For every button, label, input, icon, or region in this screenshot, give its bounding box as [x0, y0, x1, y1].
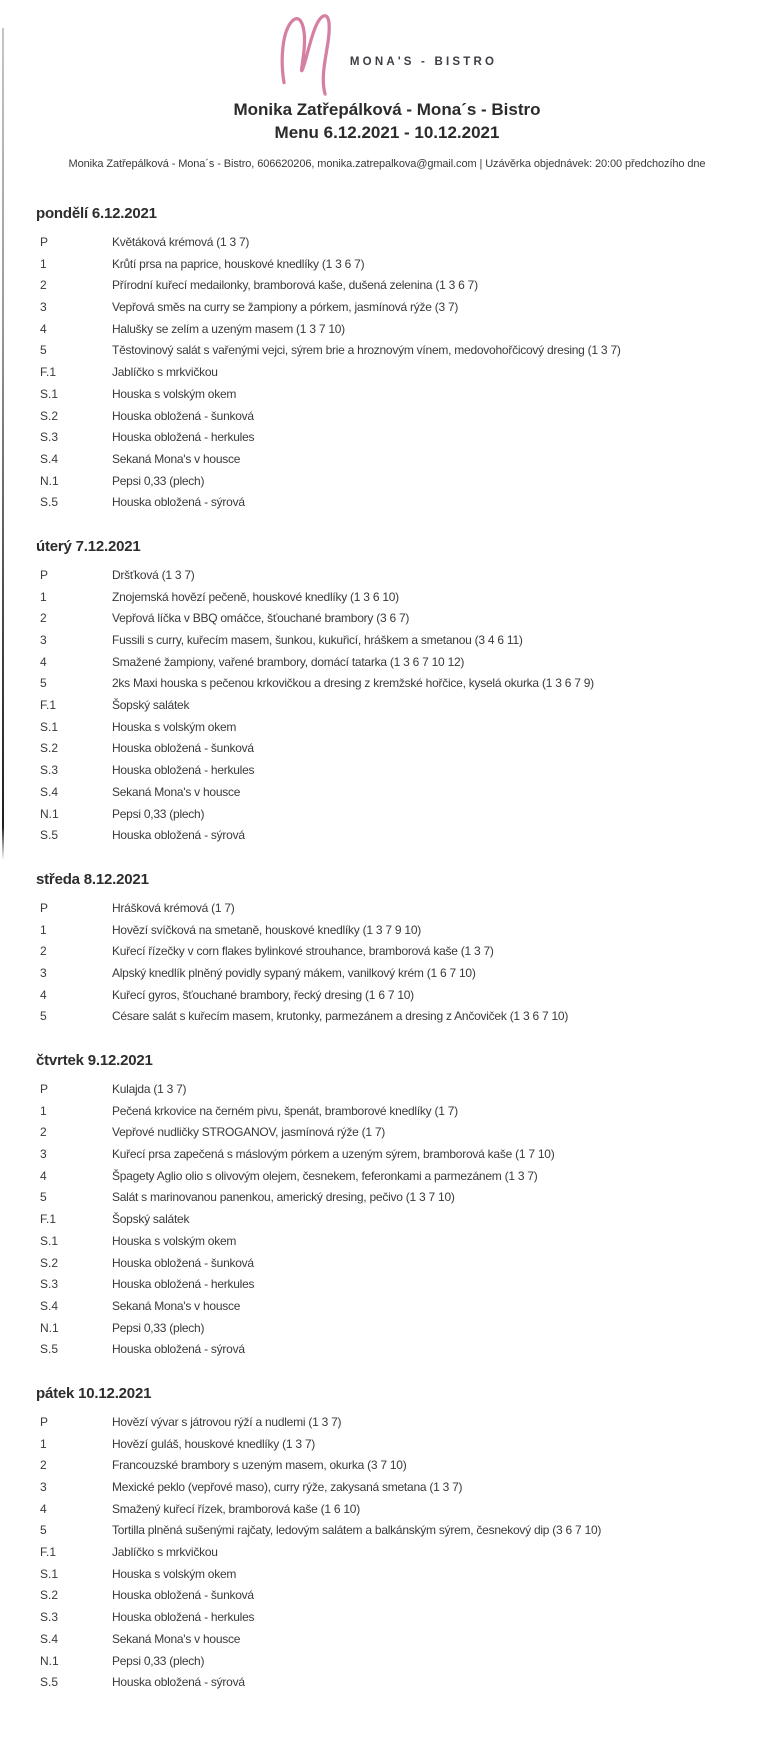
item-text: Houska obložená - šunková	[112, 1588, 254, 1603]
item-code: 3	[40, 633, 47, 647]
item-text: Těstovinový salát s vařenými vejci, sýrem brie a hroznovým vínem, medovohořčicový dresing (1 3 7)	[112, 343, 621, 358]
item-text: Kulajda (1 3 7)	[112, 1082, 187, 1096]
day-rows	[0, 235, 774, 517]
item-code: N.1	[40, 473, 59, 488]
menu-row	[0, 944, 774, 966]
item-text: Hrášková krémová (1 7)	[112, 900, 235, 915]
item-text: Dršťková (1 3 7)	[112, 567, 195, 582]
item-text: Jablíčko s mrkvičkou	[112, 365, 218, 380]
item-code: S.2	[40, 408, 59, 423]
item-code: S.5	[40, 1342, 59, 1357]
menu-row	[0, 568, 774, 590]
menu-row	[0, 1009, 774, 1031]
item-code: 1	[40, 922, 47, 937]
item-code: 4	[40, 987, 47, 1002]
item-text: Houska obložená - šunková	[112, 741, 254, 756]
item-code: P	[40, 900, 49, 915]
item-text: Sekaná Mona's v housce	[112, 784, 241, 799]
item-code: 1	[40, 256, 47, 271]
item-code: S.2	[40, 1255, 59, 1270]
item-text: Francouzské brambory s uzeným masem, okurka (3 7 10)	[112, 1458, 407, 1473]
menu-row	[0, 300, 774, 322]
item-text: Houska obložená - herkules	[112, 763, 255, 778]
item-code: S.2	[40, 741, 59, 756]
item-text: Houska s volským okem	[112, 1566, 237, 1581]
item-text: Houska obložená - herkules	[112, 1277, 255, 1292]
menu-row	[0, 807, 774, 829]
item-text: Fussili s curry, kuřecím masem, šunkou, kukuřicí, hráškem a smetanou (3 4 6 11)	[112, 633, 523, 647]
item-code: 4	[40, 654, 47, 669]
item-code: S.3	[40, 1277, 59, 1292]
item-code: 2	[40, 611, 47, 626]
item-code: 3	[40, 1480, 47, 1494]
menu-row	[0, 257, 774, 279]
item-text: Houska s volským okem	[112, 719, 237, 734]
item-code: F.1	[40, 1212, 57, 1227]
day-section	[0, 205, 774, 517]
item-code: F.1	[40, 698, 57, 713]
menu-row	[0, 1458, 774, 1480]
day-rows	[0, 1082, 774, 1364]
item-code: 1	[40, 589, 47, 604]
page-subtitle: Menu 6.12.2021 - 10.12.2021	[274, 123, 500, 142]
menu-row	[0, 278, 774, 300]
item-code: S.3	[40, 430, 59, 445]
day-title: čtvrtek 9.12.2021	[36, 1052, 153, 1069]
menu-row	[0, 1125, 774, 1147]
menu-row	[0, 1675, 774, 1697]
day-rows	[0, 568, 774, 850]
menu-row	[0, 611, 774, 633]
item-text: Salát s marinovanou panenkou, americký dresing, pečivo (1 3 7 10)	[112, 1190, 455, 1205]
item-text: Špagety Aglio olio s olivovým olejem, česnekem, feferonkami a parmezánem (1 3 7)	[112, 1168, 538, 1183]
menu-row	[0, 495, 774, 517]
item-text: Přírodní kuřecí medailonky, bramborová kaše, dušená zelenina (1 3 6 7)	[112, 278, 478, 293]
item-text: Kuřecí prsa zapečená s máslovým pórkem a uzeným sýrem, bramborová kaše (1 7 10)	[112, 1147, 555, 1162]
day-rows	[0, 901, 774, 1031]
menu-row	[0, 365, 774, 387]
menu-row	[0, 720, 774, 742]
item-text: Kuřecí řízečky v corn flakes bylinkové strouhance, bramborová kaše (1 3 7)	[112, 944, 494, 959]
item-code: P	[40, 1082, 49, 1096]
item-code: P	[40, 567, 49, 582]
menu-row	[0, 1212, 774, 1234]
item-text: Houska s volským okem	[112, 1233, 237, 1248]
day-section	[0, 538, 774, 850]
item-code: P	[40, 235, 49, 249]
item-text: Houska s volským okem	[112, 386, 237, 401]
menu-row	[0, 235, 774, 257]
item-text: Smažený kuřecí řízek, bramborová kaše (1 6 10)	[112, 1501, 360, 1516]
item-text: Césare salát s kuřecím masem, krutonky, parmezánem a dresing z Ančoviček (1 3 6 7 10)	[112, 1009, 569, 1024]
item-text: Sekaná Mona's v housce	[112, 451, 241, 466]
item-code: 5	[40, 1190, 47, 1205]
item-code: S.3	[40, 1610, 59, 1625]
menu-row	[0, 763, 774, 785]
menu-row	[0, 430, 774, 452]
menu-row	[0, 966, 774, 988]
menu-row	[0, 409, 774, 431]
item-code: N.1	[40, 806, 59, 821]
menu-row	[0, 741, 774, 763]
item-code: 1	[40, 1436, 47, 1451]
menu-row	[0, 655, 774, 677]
menu-row	[0, 1523, 774, 1545]
item-code: S.1	[40, 1566, 59, 1581]
item-text: Pepsi 0,33 (plech)	[112, 1653, 205, 1668]
item-text: 2ks Maxi houska s pečenou krkovičkou a dresing z kremžské hořčice, kyselá okurka (1 3 6 7 9)	[112, 676, 594, 691]
item-text: Vepřová směs na curry se žampiony a pórkem, jasmínová rýže (3 7)	[112, 300, 459, 315]
item-code: 5	[40, 676, 47, 691]
item-code: N.1	[40, 1653, 59, 1668]
menu-row	[0, 1277, 774, 1299]
item-code: S.1	[40, 386, 59, 401]
item-text: Hovězí svíčková na smetaně, houskové knedlíky (1 3 7 9 10)	[112, 922, 422, 937]
item-code: 4	[40, 321, 47, 336]
menu-row	[0, 474, 774, 496]
menu-row	[0, 1104, 774, 1126]
item-text: Houska obložená - šunková	[112, 1255, 254, 1270]
item-code: S.4	[40, 784, 59, 799]
item-text: Krůtí prsa na paprice, houskové knedlíky (1 3 6 7)	[112, 256, 365, 271]
item-text: Jablíčko s mrkvičkou	[112, 1545, 218, 1560]
item-text: Šopský salátek	[112, 698, 190, 713]
item-text: Houska obložená - sýrová	[112, 1342, 245, 1357]
logo	[0, 10, 774, 96]
menu-row	[0, 1502, 774, 1524]
menu-row	[0, 901, 774, 923]
item-text: Pečená krkovice na černém pivu, špenát, bramborové knedlíky (1 7)	[112, 1103, 458, 1118]
item-code: S.5	[40, 828, 59, 843]
menu-row	[0, 1342, 774, 1364]
menu-row	[0, 988, 774, 1010]
menu-row	[0, 1654, 774, 1676]
item-code: 3	[40, 300, 47, 315]
item-text: Alpský knedlík plněný povidly sypaný mákem, vanilkový krém (1 6 7 10)	[112, 965, 476, 980]
item-text: Sekaná Mona's v housce	[112, 1298, 241, 1313]
item-code: S.1	[40, 1233, 59, 1248]
menu-row	[0, 1610, 774, 1632]
menu-row	[0, 322, 774, 344]
item-text: Kuřecí gyros, šťouchané brambory, řecký dresing (1 6 7 10)	[112, 987, 414, 1002]
item-code: 5	[40, 1009, 47, 1024]
menu-row	[0, 452, 774, 474]
menu-row	[0, 1545, 774, 1567]
menu-row	[0, 785, 774, 807]
item-code: 2	[40, 1458, 47, 1473]
menu-row	[0, 633, 774, 655]
item-code: S.4	[40, 1298, 59, 1313]
menu-row	[0, 343, 774, 365]
item-text: Vepřové nudličky STROGANOV, jasmínová rýže (1 7)	[112, 1125, 385, 1140]
item-code: S.2	[40, 1588, 59, 1603]
menu-row	[0, 1632, 774, 1654]
item-text: Pepsi 0,33 (plech)	[112, 1320, 205, 1335]
item-text: Šopský salátek	[112, 1212, 190, 1227]
item-code: N.1	[40, 1320, 59, 1335]
page-edge-line	[2, 28, 4, 860]
item-code: S.1	[40, 719, 59, 734]
item-code: 5	[40, 343, 47, 358]
item-code: 4	[40, 1168, 47, 1183]
item-code: S.5	[40, 495, 59, 510]
item-code: F.1	[40, 365, 57, 380]
item-code: S.4	[40, 1631, 59, 1646]
item-text: Pepsi 0,33 (plech)	[112, 806, 205, 821]
day-title: pondělí 6.12.2021	[36, 205, 157, 222]
menu-row	[0, 1480, 774, 1502]
item-text: Houska obložená - herkules	[112, 1610, 255, 1625]
item-code: 2	[40, 944, 47, 959]
brand-text: MONA'S - BISTRO	[349, 56, 498, 68]
menu-row	[0, 1190, 774, 1212]
menu-row	[0, 828, 774, 850]
menu-row	[0, 1256, 774, 1278]
item-code: 2	[40, 1125, 47, 1140]
contact-line: Monika Zatřepálková - Mona´s - Bistro, 606620206, monika.zatrepalkova@gmail.com | Uzávěrka objednávek: 20:00 předchozího dne	[68, 158, 706, 170]
item-text: Houska obložená - sýrová	[112, 1675, 245, 1690]
item-text: Smažené žampiony, vařené brambory, domácí tatarka (1 3 6 7 10 12)	[112, 654, 465, 669]
menu-row	[0, 1567, 774, 1589]
item-text: Pepsi 0,33 (plech)	[112, 473, 205, 488]
menu-row	[0, 1234, 774, 1256]
item-text: Houska obložená - sýrová	[112, 828, 245, 843]
item-text: Mexické peklo (vepřové maso), curry rýže, zakysaná smetana (1 3 7)	[112, 1480, 463, 1494]
page-title: Monika Zatřepálková - Mona´s - Bistro	[233, 100, 541, 119]
menu-row	[0, 676, 774, 698]
day-section	[0, 871, 774, 1031]
monogram-m-icon	[277, 10, 335, 96]
menu-row	[0, 1415, 774, 1437]
item-code: 5	[40, 1523, 47, 1538]
item-text: Tortilla plněná sušenými rajčaty, ledovým salátem a balkánským sýrem, česnekový dip (3 6 7 10)	[112, 1523, 602, 1538]
menu-row	[0, 387, 774, 409]
item-code: 4	[40, 1501, 47, 1516]
item-code: 2	[40, 278, 47, 293]
day-title: pátek 10.12.2021	[36, 1384, 152, 1402]
item-code: S.5	[40, 1675, 59, 1690]
item-code: P	[40, 1414, 49, 1429]
item-code: 1	[40, 1103, 47, 1118]
item-code: 3	[40, 1147, 47, 1162]
item-text: Sekaná Mona's v housce	[112, 1631, 241, 1646]
day-section	[0, 1385, 774, 1697]
day-title: úterý 7.12.2021	[36, 537, 141, 555]
item-text: Houska obložená - šunková	[112, 408, 254, 423]
day-rows	[0, 1415, 774, 1697]
item-text: Znojemská hovězí pečeně, houskové knedlíky (1 3 6 10)	[112, 589, 399, 604]
day-section	[0, 1052, 774, 1364]
item-code: S.3	[40, 763, 59, 778]
menu-row	[0, 1321, 774, 1343]
day-title: středa 8.12.2021	[36, 870, 149, 888]
menu-row	[0, 590, 774, 612]
menu-row	[0, 1082, 774, 1104]
item-text: Květáková krémová (1 3 7)	[112, 235, 250, 249]
item-text: Houska obložená - herkules	[112, 430, 255, 445]
item-text: Houska obložená - sýrová	[112, 495, 245, 510]
item-code: F.1	[40, 1545, 57, 1560]
item-text: Halušky se zelím a uzeným masem (1 3 7 10)	[112, 321, 345, 336]
item-code: 3	[40, 965, 47, 980]
menu-days	[0, 205, 774, 1697]
item-text: Hovězí vývar s játrovou rýží a nudlemi (1 3 7)	[112, 1414, 342, 1429]
menu-row	[0, 1169, 774, 1191]
item-code: S.4	[40, 451, 59, 466]
menu-row	[0, 923, 774, 945]
menu-row	[0, 1299, 774, 1321]
menu-row	[0, 1437, 774, 1459]
menu-row	[0, 1147, 774, 1169]
menu-row	[0, 698, 774, 720]
menu-row	[0, 1588, 774, 1610]
item-text: Vepřová líčka v BBQ omáčce, šťouchané brambory (3 6 7)	[112, 611, 410, 626]
item-text: Hovězí guláš, houskové knedlíky (1 3 7)	[112, 1436, 316, 1451]
